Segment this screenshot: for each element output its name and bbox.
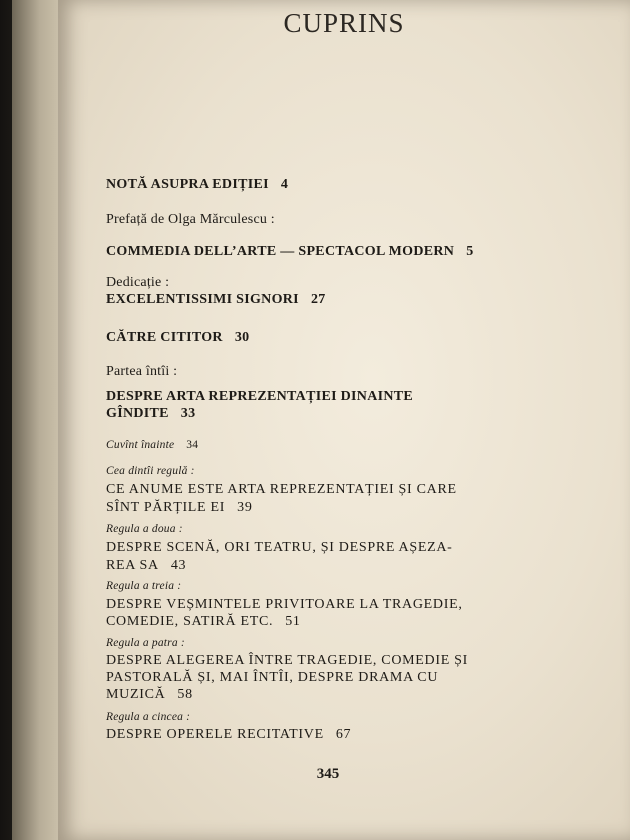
toc-entry-arta-line2 (106, 406, 195, 422)
toc-entry-regula-1-line1: CE ANUME ESTE ARTA REPREZENTAȚIEI ȘI CARE (106, 482, 457, 497)
toc-entry-title: EXCELENTISSIMI SIGNORI (106, 292, 299, 307)
toc-entry-title: GÎNDITE (106, 406, 169, 421)
toc-entry-page: 30 (234, 330, 250, 345)
toc-entry-regula-1-line2 (106, 500, 253, 516)
toc-entry-page: 43 (170, 558, 187, 573)
toc-entry-commedia (106, 244, 474, 260)
toc-entry-page: 34 (186, 439, 199, 451)
toc-label-regula-5: Regula a cincea : (106, 711, 191, 723)
toc-entry-page: 33 (180, 406, 196, 421)
book-page (58, 0, 630, 840)
toc-entry-page: 51 (285, 614, 301, 629)
toc-entry-page: 5 (466, 244, 474, 259)
toc-entry-title: NOTĂ ASUPRA EDIȚIEI (106, 177, 269, 192)
page-number: 345 (316, 766, 340, 782)
toc-entry-title: COMMEDIA DELL’ARTE — SPECTACOL MODERN (106, 244, 455, 259)
toc-label-prefata: Prefață de Olga Mărculescu : (106, 212, 275, 227)
toc-entry-title: SÎNT PĂRȚILE EI (106, 500, 226, 515)
toc-entry-page: 67 (335, 727, 352, 742)
toc-entry-regula-4-line3 (106, 687, 193, 703)
toc-entry-page: 39 (237, 500, 253, 515)
toc-entry-regula-3-line2 (106, 614, 301, 630)
toc-label-regula-4: Regula a patra : (106, 637, 185, 649)
toc-entry-title: REA SA (106, 558, 159, 573)
toc-label-regula-2: Regula a doua : (106, 523, 183, 535)
toc-entry-regula-4-line2: PASTORALĂ ȘI, MAI ÎNTÎI, DESPRE DRAMA CU (106, 670, 439, 685)
toc-label-partea-intii: Partea întîi : (106, 364, 178, 379)
toc-label-regula-1: Cea dintîi regulă : (106, 465, 195, 477)
toc-entry-arta-line1: DESPRE ARTA REPREZENTAȚIEI DINAINTE (106, 389, 414, 404)
toc-entry-title: DESPRE OPERELE RECITATIVE (106, 727, 324, 742)
toc-entry-regula-3-line1: DESPRE VEȘMINTELE PRIVITOARE LA TRAGEDIE, (106, 597, 463, 612)
toc-label-regula-3: Regula a treia : (106, 580, 182, 592)
toc-entry-regula-2-line1: DESPRE SCENĂ, ORI TEATRU, ȘI DESPRE AȘEZA- (106, 540, 453, 555)
toc-label-dedicatie: Dedicație : (106, 275, 170, 290)
toc-entry-nota (106, 177, 288, 193)
bleed-through-text (488, 40, 628, 800)
toc-entry-regula-5 (106, 727, 351, 743)
page-title: CUPRINS (283, 8, 405, 38)
toc-entry-title: MUZICĂ (106, 687, 166, 702)
toc-entry-page: 4 (280, 177, 289, 192)
toc-entry-catre-cititor (106, 330, 249, 346)
toc-entry-regula-4-line1: DESPRE ALEGEREA ÎNTRE TRAGEDIE, COMEDIE ȘI (106, 653, 469, 668)
toc-entry-page: 27 (310, 292, 326, 307)
toc-entry-title: CĂTRE CITITOR (106, 330, 223, 345)
toc-entry-title: COMEDIE, SATIRĂ ETC. (106, 614, 274, 629)
toc-entry-excelentissimi (106, 292, 326, 308)
toc-entry-page: 58 (177, 687, 193, 702)
toc-entry-regula-2-line2 (106, 558, 186, 574)
toc-entry-title: Cuvînt înainte (106, 439, 175, 451)
toc-entry-cuvint-inainte (106, 439, 198, 451)
previous-page-edge (12, 0, 58, 840)
